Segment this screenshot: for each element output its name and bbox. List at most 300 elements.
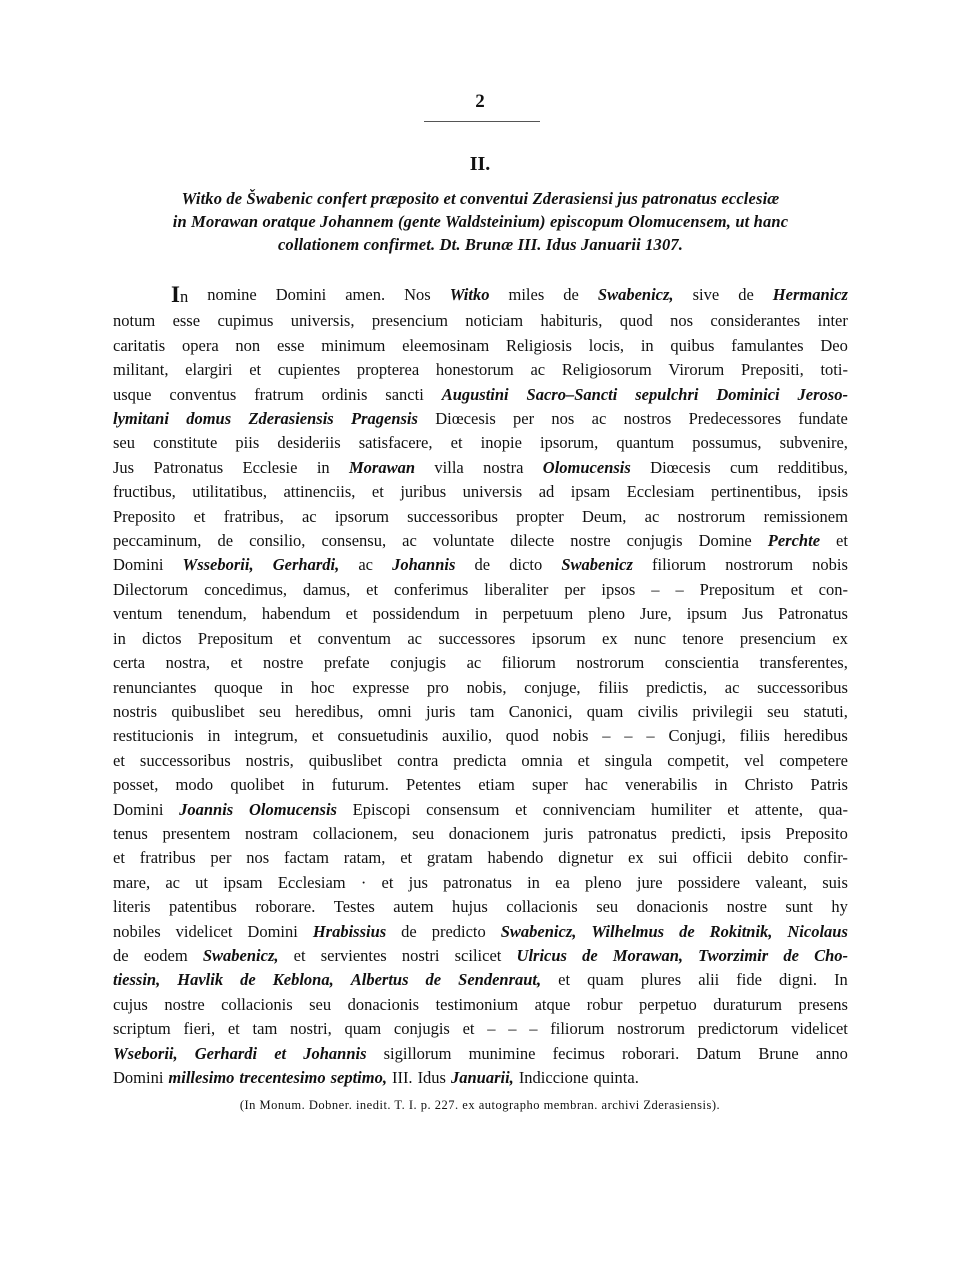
- word: in: [280, 677, 294, 697]
- word: robur: [586, 994, 623, 1014]
- word: conventum: [317, 628, 391, 648]
- word: consilio,: [249, 531, 306, 551]
- word: propterea: [356, 360, 420, 380]
- word: Hermanicz: [772, 285, 848, 304]
- word: sui: [658, 848, 678, 868]
- word: possidendum: [372, 604, 460, 624]
- word: connivenciam: [542, 799, 636, 819]
- word: juribus: [400, 482, 447, 502]
- word: nobiles: [113, 921, 161, 941]
- word: –: [508, 1019, 517, 1039]
- word: conjugis: [390, 653, 447, 673]
- word: ac: [591, 409, 607, 429]
- word: –: [487, 1019, 496, 1039]
- word: Jus: [113, 457, 135, 477]
- text-line: [113, 968, 848, 992]
- word: in: [527, 872, 540, 892]
- word: Indiccione: [518, 1068, 589, 1087]
- word: satisfacere,: [358, 433, 433, 453]
- word: con-: [818, 579, 848, 599]
- word: hac: [584, 775, 608, 795]
- word: Domini: [275, 285, 327, 304]
- word: ac: [466, 653, 482, 673]
- word: millesimo: [168, 1068, 235, 1087]
- word: –: [624, 726, 633, 746]
- word: nostre: [262, 653, 304, 673]
- word: militant,: [113, 360, 169, 380]
- word: Patris: [810, 775, 848, 795]
- word: perpetuum: [502, 604, 574, 624]
- word: eleemosinam: [402, 335, 490, 355]
- word: universis: [462, 482, 523, 502]
- word: sigillorum: [383, 1043, 452, 1063]
- word: desideriis: [277, 433, 341, 453]
- text-line: [113, 700, 848, 724]
- word: renunciantes: [113, 677, 197, 697]
- word: esse: [172, 311, 201, 331]
- word: quam: [344, 1019, 382, 1039]
- word: Keblona,: [272, 970, 334, 990]
- text-line: [113, 529, 848, 553]
- word: patronatus: [588, 823, 657, 843]
- word: Prepositi,: [740, 360, 804, 380]
- word: toti-: [820, 360, 848, 380]
- word: Morawan: [349, 457, 416, 477]
- word: seu: [767, 701, 790, 721]
- word: nostra,: [165, 653, 211, 673]
- word: peccaminum,: [113, 531, 202, 551]
- word: Idus: [417, 1068, 446, 1087]
- word: mare,: [113, 872, 151, 892]
- word: Deo: [820, 335, 848, 355]
- word: nostri: [401, 945, 440, 965]
- word: amen.: [345, 285, 386, 304]
- word: universis,: [290, 311, 355, 331]
- word: Dilectorum: [113, 579, 189, 599]
- word: nunc: [633, 628, 667, 648]
- word: redditibus,: [777, 457, 848, 477]
- word: et: [113, 750, 125, 770]
- word: Preposito: [785, 823, 848, 843]
- text-line: [113, 1017, 848, 1041]
- word: habituris,: [540, 311, 603, 331]
- word: competere: [779, 750, 848, 770]
- word: per: [564, 579, 586, 599]
- word: ordinis: [321, 384, 368, 404]
- word: –: [675, 579, 684, 599]
- word: omnia: [521, 750, 563, 770]
- word: prefate: [323, 653, 370, 673]
- word: scriptum: [113, 1019, 171, 1039]
- word: ipsorum,: [540, 433, 599, 453]
- word: et: [366, 579, 379, 599]
- word: noticiam: [465, 311, 524, 331]
- word: successores: [438, 628, 516, 648]
- word: ac: [358, 555, 373, 575]
- word: ac: [530, 360, 546, 380]
- word: conventus: [169, 384, 237, 404]
- word: videlicet: [175, 921, 233, 941]
- word: integrum,: [234, 726, 298, 746]
- word: possumus,: [692, 433, 762, 453]
- word: Augustini: [441, 384, 509, 404]
- word: quam: [587, 970, 624, 990]
- word: successoribus: [139, 750, 231, 770]
- word: concedimus,: [204, 579, 288, 599]
- word: nobis: [552, 726, 589, 746]
- word: nostrorum: [677, 506, 746, 526]
- word: in: [113, 628, 126, 648]
- heading-line: Witko de Šwabenic confert præposito et conventui Zderasiensi jus patronatus ecclesiæ: [181, 189, 780, 208]
- word: consensum: [426, 799, 500, 819]
- word: In: [834, 970, 848, 990]
- word: habendum: [261, 604, 331, 624]
- word: subvenire,: [779, 433, 848, 453]
- word: et: [274, 1043, 287, 1063]
- word: singula: [604, 750, 653, 770]
- text-line: [113, 749, 848, 773]
- word: nomine: [207, 285, 257, 304]
- word: Wilhelmus: [591, 921, 665, 941]
- word: dignetur: [558, 848, 614, 868]
- word: sunt: [785, 897, 813, 917]
- word: et: [727, 799, 740, 819]
- word: plures: [640, 970, 682, 990]
- word: nos: [246, 848, 270, 868]
- word: In: [171, 282, 189, 307]
- text-line: [113, 505, 848, 529]
- word: quod: [619, 311, 653, 331]
- text-line: [113, 480, 848, 504]
- word: seu: [258, 701, 281, 721]
- word: posset,: [113, 775, 159, 795]
- word: patronatus: [443, 872, 512, 892]
- word: autem: [393, 897, 434, 917]
- word: dicto: [509, 555, 543, 575]
- word: et: [790, 579, 803, 599]
- word: Wseborii,: [113, 1043, 178, 1063]
- word: dictos: [142, 628, 182, 648]
- word: Domine: [698, 531, 752, 551]
- word: Predecessores: [688, 409, 782, 429]
- word: roborari.: [621, 1043, 680, 1063]
- word: per: [513, 409, 535, 429]
- word: Patronatus: [153, 457, 224, 477]
- word: Ecclesiam: [277, 872, 346, 892]
- word: filiorum: [501, 653, 556, 673]
- word: et: [293, 945, 306, 965]
- word: Patronatus: [778, 604, 848, 624]
- word: fide: [736, 970, 762, 990]
- word: hy: [831, 897, 848, 917]
- word: nostra: [483, 457, 524, 477]
- word: quod: [505, 726, 539, 746]
- word: ac: [644, 506, 660, 526]
- word: expresse: [352, 677, 410, 697]
- word: elargiri: [185, 360, 233, 380]
- word: Sacro–Sancti: [526, 384, 618, 404]
- word: Morawan,: [612, 945, 684, 965]
- text-line: [113, 724, 848, 748]
- word: modo: [175, 775, 214, 795]
- word: debito: [747, 848, 789, 868]
- word: conferimus: [394, 579, 469, 599]
- word: nostrorum: [576, 653, 645, 673]
- word: locis,: [588, 335, 625, 355]
- word: ad: [538, 482, 555, 502]
- word: super: [532, 775, 568, 795]
- word: donacionis: [636, 897, 709, 917]
- word: quibus: [670, 335, 715, 355]
- word: donacionem: [448, 823, 530, 843]
- word: de: [474, 555, 491, 575]
- word: Testes: [333, 897, 375, 917]
- word: trecentesimo: [239, 1068, 326, 1087]
- word: Albertus: [350, 970, 409, 990]
- word: quoque: [214, 677, 263, 697]
- word: pertinentibus,: [710, 482, 802, 502]
- text-line: [113, 602, 848, 626]
- word: et: [311, 726, 324, 746]
- word: ·: [360, 872, 367, 892]
- word: Domini: [113, 1068, 164, 1087]
- word: statuti,: [803, 701, 848, 721]
- word: conjugis: [393, 1019, 450, 1039]
- word: Sendenraut,: [458, 970, 542, 990]
- text-line: [113, 309, 848, 333]
- word: filiorum: [652, 555, 707, 575]
- word: in: [207, 726, 221, 746]
- word: fratrum: [254, 384, 304, 404]
- word: consensu,: [321, 531, 387, 551]
- word: nostre: [164, 994, 205, 1014]
- word: filiis: [739, 726, 770, 746]
- word: predictorum: [697, 1019, 779, 1039]
- word: in: [640, 335, 654, 355]
- word: sepulchri: [635, 384, 699, 404]
- text-line: [113, 920, 848, 944]
- text-line: [113, 431, 848, 455]
- word: ipsos: [601, 579, 636, 599]
- word: Brune: [758, 1043, 799, 1063]
- word: piis: [235, 433, 260, 453]
- word: Gerhardi: [194, 1043, 258, 1063]
- word: Virorum: [668, 360, 725, 380]
- word: Datum: [696, 1043, 742, 1063]
- word: et: [371, 482, 384, 502]
- word: Christo: [744, 775, 794, 795]
- word: nos: [551, 409, 575, 429]
- word: III.: [391, 1068, 413, 1087]
- text-line: [113, 283, 848, 309]
- word: auxilio,: [442, 726, 492, 746]
- word: tenore: [682, 628, 724, 648]
- word: competit,: [667, 750, 730, 770]
- charter-text: [113, 283, 848, 1090]
- word: Deum,: [581, 506, 627, 526]
- word: et: [193, 506, 206, 526]
- word: caritatis: [113, 335, 166, 355]
- word: et: [227, 1019, 240, 1039]
- word: utilitatibus,: [192, 482, 267, 502]
- word: Diœcesis: [650, 457, 711, 477]
- word: fructibus,: [113, 482, 176, 502]
- word: et: [558, 970, 571, 990]
- word: non: [235, 335, 261, 355]
- word: Johannis: [303, 1043, 367, 1063]
- word: in: [714, 775, 728, 795]
- word: futurum.: [331, 775, 389, 795]
- word: confir-: [803, 848, 848, 868]
- word: Havlik: [177, 970, 224, 990]
- word: et: [230, 653, 243, 673]
- word: miles: [508, 285, 545, 304]
- word: predicta: [453, 750, 507, 770]
- word: cupimus: [217, 311, 274, 331]
- word: pleno: [588, 604, 625, 624]
- word: ipsis: [740, 823, 771, 843]
- word: tam: [469, 701, 495, 721]
- word: et: [289, 628, 302, 648]
- word: quibuslibet: [171, 701, 245, 721]
- word: –: [602, 726, 611, 746]
- word: lymitani: [113, 409, 169, 429]
- word: suis: [822, 872, 848, 892]
- word: Ulricus: [516, 945, 567, 965]
- header-rule: [424, 121, 540, 122]
- word: et: [450, 433, 463, 453]
- word: nostre: [726, 897, 767, 917]
- word: Jure,: [640, 604, 672, 624]
- word: anno: [815, 1043, 848, 1063]
- word: patentibus: [169, 897, 237, 917]
- word: notum: [113, 311, 156, 331]
- word: presencium: [371, 311, 448, 331]
- word: ipsis: [817, 482, 848, 502]
- word: Olomucensis: [248, 799, 337, 819]
- word: et: [462, 1019, 475, 1039]
- word: perpetuo: [639, 994, 697, 1014]
- word: Nos: [404, 285, 431, 304]
- word: septimo,: [330, 1068, 387, 1087]
- word: voluntate: [432, 531, 495, 551]
- word: ratam,: [343, 848, 386, 868]
- word: ex: [628, 848, 644, 868]
- word: minimum: [321, 335, 386, 355]
- word: et: [836, 531, 848, 551]
- page-number: 2: [475, 91, 485, 112]
- word: Preposito: [113, 506, 176, 526]
- word: et: [400, 848, 413, 868]
- word: pleno: [584, 872, 622, 892]
- word: Ecclesie: [242, 457, 298, 477]
- word: de: [113, 945, 129, 965]
- word: Episcopi: [352, 799, 411, 819]
- word: ipsam: [570, 482, 611, 502]
- word: inopie: [480, 433, 522, 453]
- word: fieri,: [183, 1019, 216, 1039]
- word: jus: [408, 872, 428, 892]
- text-line: [113, 456, 848, 480]
- text-line: [113, 383, 848, 407]
- word: venerabilis: [625, 775, 698, 795]
- word: gratam: [426, 848, 473, 868]
- word: Johannis: [392, 555, 456, 575]
- word: literis: [113, 897, 151, 917]
- word: quibuslibet: [308, 750, 383, 770]
- text-line: [113, 798, 848, 822]
- word: collacionis: [221, 994, 293, 1014]
- word: munimine: [468, 1043, 536, 1063]
- word: tiessin,: [113, 970, 161, 990]
- word: remissionem: [763, 506, 848, 526]
- word: predictis,: [646, 677, 708, 697]
- word: seu: [596, 897, 619, 917]
- word: de: [563, 285, 579, 304]
- word: per: [210, 848, 232, 868]
- text-line: [113, 407, 848, 431]
- word: Religiosorum: [561, 360, 652, 380]
- word: ex: [602, 628, 618, 648]
- word: vel: [744, 750, 765, 770]
- word: de: [582, 945, 598, 965]
- word: ventum: [113, 604, 163, 624]
- word: dilecte: [510, 531, 555, 551]
- word: nostri,: [290, 1019, 332, 1039]
- word: tenus: [113, 823, 148, 843]
- word: privilegii: [692, 701, 753, 721]
- word: nostram: [244, 823, 299, 843]
- word: successoribus: [407, 506, 498, 526]
- word: sancti: [385, 384, 424, 404]
- word: humiliter: [651, 799, 712, 819]
- text-line: [113, 871, 848, 895]
- word: tenendum,: [177, 604, 247, 624]
- source-footnote: (In Monum. Dobner. inedit. T. I. p. 227. ex autographo membran. archivi Zderasiensis).: [239, 1098, 721, 1112]
- word: in: [316, 457, 330, 477]
- word: Petentes: [406, 775, 462, 795]
- word: –: [646, 726, 655, 746]
- word: opera: [182, 335, 219, 355]
- word: Jus: [742, 604, 764, 624]
- word: Ecclesiam: [626, 482, 695, 502]
- word: propter: [516, 506, 564, 526]
- word: ut: [195, 872, 209, 892]
- word: possidere: [677, 872, 741, 892]
- word: seu: [309, 994, 332, 1014]
- word: Zderasiensis: [248, 409, 334, 429]
- word: tam: [252, 1019, 278, 1039]
- word: Prepositum: [699, 579, 775, 599]
- word: de: [738, 285, 754, 304]
- word: certa: [113, 653, 146, 673]
- text-line: [113, 773, 848, 797]
- word: et: [381, 872, 394, 892]
- word: jure: [636, 872, 663, 892]
- word: Prepositum: [197, 628, 274, 648]
- word: villa: [434, 457, 464, 477]
- word: donacionis: [347, 994, 420, 1014]
- word: liberaliter: [484, 579, 549, 599]
- word: consuetudinis: [337, 726, 429, 746]
- word: filiorum: [550, 1019, 605, 1039]
- word: atque: [534, 994, 571, 1014]
- word: attente,: [754, 799, 803, 819]
- word: ipsam: [223, 872, 263, 892]
- word: cujus: [113, 994, 148, 1014]
- word: cupientes: [277, 360, 341, 380]
- word: Tworzimir: [698, 945, 769, 965]
